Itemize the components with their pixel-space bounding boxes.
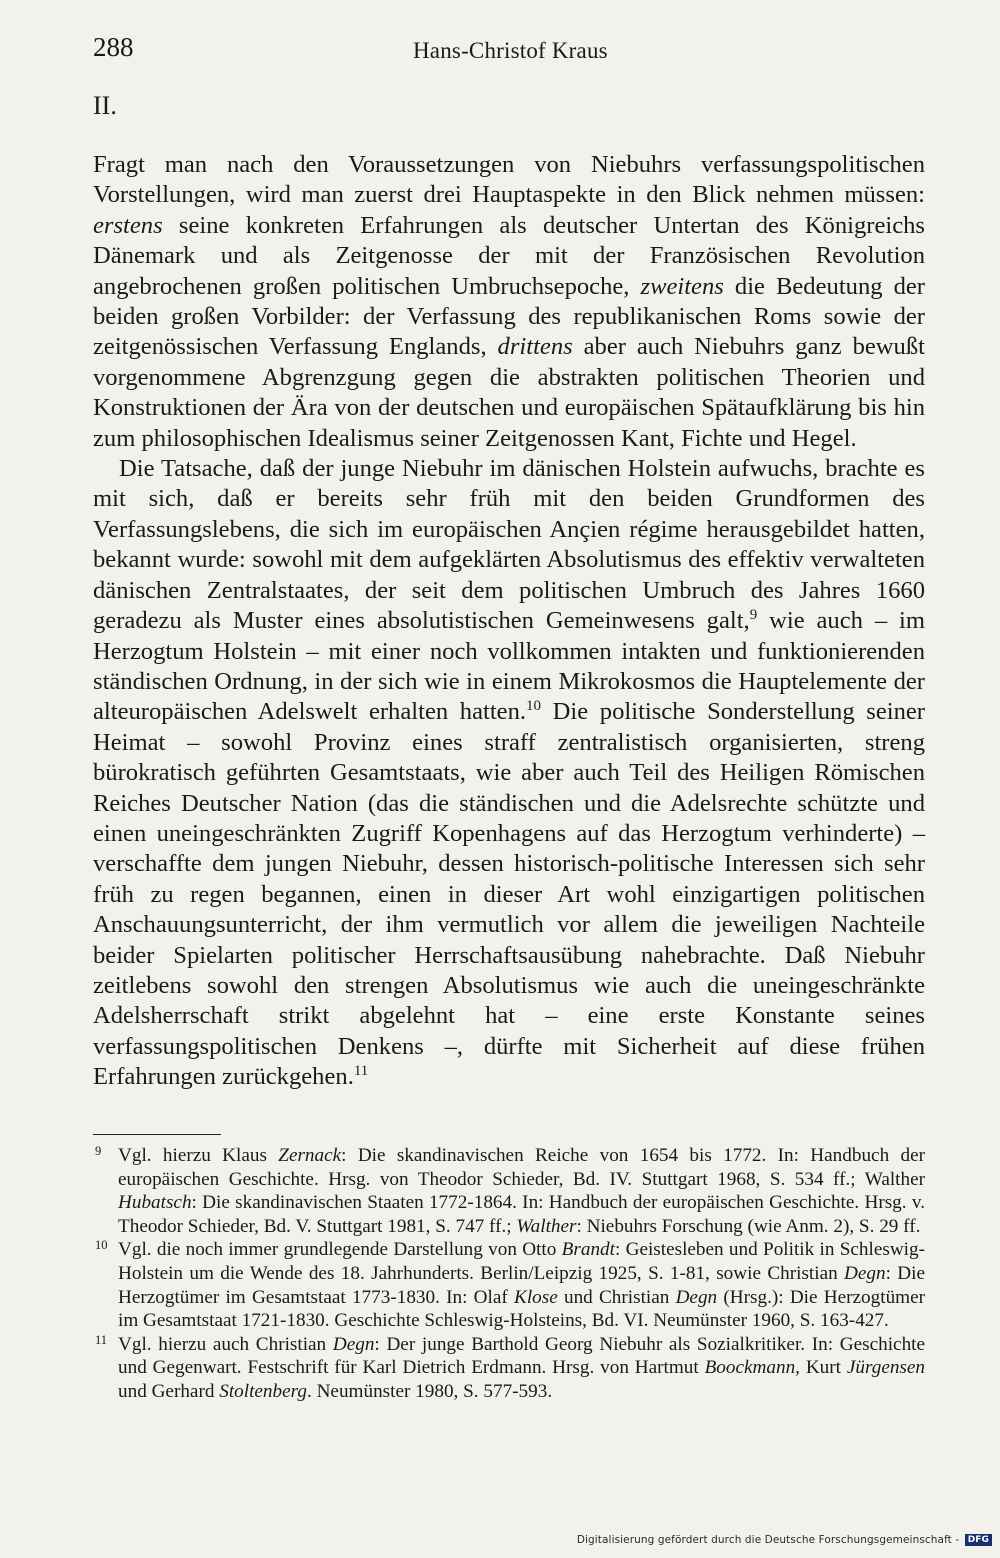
emphasis: zweitens bbox=[640, 272, 724, 300]
funding-text: Digitalisierung gefördert durch die Deutsche Forschungsgemeinschaft - bbox=[576, 1534, 960, 1546]
text-run: : Die skandinavischen Reiche von 1654 bis 1772. In: Handbuch der europäischen Geschichte. Hrsg. von Theodor Schieder, Bd. IV. Stuttgart 1968, S. 534 ff.; Walther bbox=[118, 1145, 925, 1190]
text-run: seine konkreten Erfahrungen als deutscher Untertan des Königreichs Dänemark und als Zeitgenosse der mit der Französischen Revolution angebrochenen großen politischen Umbruchsepoche, bbox=[93, 211, 925, 300]
body-text bbox=[93, 150, 925, 1093]
text-run: Die politische Sonderstellung seiner Heimat – sowohl Provinz eines straff zentralistisch organisierten, streng bürokratisch geführten Gesamtstaats, wie aber auch Teil des Heiligen Römischen Reiches Deutscher Nation (das die ständischen und die Adelsrechte schützte und einen uneingeschränkten Zugriff Kopenhagens auf das Herzogtum verhinderte) – verschaffte dem jungen Niebuhr, dessen historisch-politische Interessen sich sehr früh zu regen begannen, einen in dieser Art wohl einzigartigen politischen Anschauungsunterricht, der ihm vermutlich vor allem die jeweiligen Nachteile beider Spielarten politischer Herrschaftsausübung nahebrachte. Daß Niebuhr zeitlebens sowohl den strengen Absolutismus wie auch die uneingeschränkte Adelsherrschaft strikt abgelehnt hat – eine erste Konstante seines verfassungspolitischen Denkens –, dürfte mit Sicherheit auf diese frühen Erfahrungen zurückgehen. bbox=[93, 698, 925, 1091]
text-run: Vgl. hierzu Klaus bbox=[118, 1145, 279, 1166]
footnote-number: 11 bbox=[95, 1332, 108, 1347]
text-run: . Neumünster 1980, S. 577-593. bbox=[306, 1380, 553, 1402]
text-run: (Hrsg.): Die Herzogtümer im Gesamtstaat 1721-1830. Geschichte Schleswig-Holsteins, Bd. VI. Neumünster 1960, S. 163-427. bbox=[118, 1286, 925, 1332]
footnote-10 bbox=[93, 1238, 925, 1332]
dfg-logo-icon: DFG bbox=[965, 1534, 992, 1546]
text-run: : Geistesleben und Politik in Schleswig-Holstein um die Wende des 18. Jahrhunderts. Berlin/Leipzig 1925, S. 1-81, sowie Christian bbox=[118, 1239, 925, 1284]
text-run: wie auch – im Herzogtum Holstein – mit einer noch vollkommen intakten und funktionierenden ständischen Ordnung, in der sich wie in einem Mikrokosmos die Hauptelemente der alteuropäischen Adelswelt erhalten hatten. bbox=[93, 607, 925, 726]
text-run: , Kurt bbox=[795, 1357, 847, 1379]
text-run: : Die Herzogtümer im Gesamtstaat 1773-1830. In: Olaf bbox=[118, 1262, 925, 1308]
text-run: : Niebuhrs Forschung (wie Anm. 2), S. 29 ff. bbox=[576, 1215, 921, 1237]
footnote-11 bbox=[93, 1333, 925, 1404]
author-name: Hubatsch bbox=[118, 1192, 192, 1214]
footnotes bbox=[93, 1144, 925, 1404]
paragraph-2 bbox=[93, 454, 925, 1093]
author-name: Degn bbox=[844, 1262, 886, 1284]
text-run: Fragt man nach den Voraussetzungen von Niebuhrs verfassungspolitischen Vorstellungen, wird man zuerst drei Hauptaspekte in den Blick nehmen müssen: bbox=[93, 151, 925, 209]
footnote-number: 10 bbox=[95, 1238, 108, 1253]
footnote-divider bbox=[93, 1134, 221, 1135]
footnote-9 bbox=[93, 1144, 925, 1238]
footnote-ref-11[interactable]: 11 bbox=[353, 1063, 369, 1080]
page-header bbox=[93, 32, 925, 72]
text-run: Vgl. hierzu auch Christian bbox=[118, 1333, 333, 1355]
footnote-number: 9 bbox=[95, 1144, 102, 1158]
author-name: Jürgensen bbox=[846, 1357, 926, 1379]
text-run: : Der junge Barthold Georg Niebuhr als Sozialkritiker. In: Geschichte und Gegenwart. Festschrift für Karl Dietrich Erdmann. Hrsg. von Hartmut bbox=[118, 1333, 926, 1379]
author-name: Degn bbox=[675, 1286, 718, 1308]
text-run: und Gerhard bbox=[118, 1380, 220, 1402]
text-run: Die Tatsache, daß der junge Niebuhr im dänischen Holstein aufwuchs, brachte es mit sich, daß er bereits sehr früh mit den beiden Grundformen des Verfassungslebens, die sich im europäischen Ançien régime herausgebildet hatten, bekannt wurde: sowohl mit dem aufgeklärten Absolutismus des effektiv verwalteten dänischen Zentralstaates, der seit dem politischen Umbruch des Jahres 1660 geradezu als Muster eines absolutistischen Gemeinwesens galt, bbox=[93, 455, 925, 635]
author-name: Klose bbox=[514, 1286, 558, 1308]
paragraph-1 bbox=[93, 150, 925, 454]
author-name: Walther bbox=[516, 1215, 577, 1237]
text-run: aber auch Niebuhrs ganz bewußt vorgenommene Abgrenzgung gegen die abstrakten politischen Theorien und Konstruktionen der Ära von der deutschen und europäischen Spätaufklärung bis hin zum philosophischen Idealismus seiner Zeitgenossen Kant, Fichte und Hegel. bbox=[93, 333, 925, 452]
section-heading: II. bbox=[93, 91, 117, 120]
page-number: 288 bbox=[93, 32, 134, 62]
running-head: Hans-Christof Kraus bbox=[413, 38, 608, 63]
emphasis: erstens bbox=[93, 211, 163, 239]
author-name: Brandt bbox=[561, 1239, 615, 1261]
author-name: Boockmann bbox=[704, 1357, 796, 1379]
text-run: Vgl. die noch immer grundlegende Darstellung von Otto bbox=[118, 1239, 562, 1261]
footnote-ref-9[interactable]: 9 bbox=[749, 607, 758, 624]
author-name: Degn bbox=[332, 1333, 375, 1355]
emphasis: drittens bbox=[497, 333, 573, 361]
author-name: Zernack bbox=[278, 1145, 342, 1166]
footnote-ref-10[interactable]: 10 bbox=[526, 698, 542, 715]
text-run: und Christian bbox=[557, 1286, 676, 1308]
text-run: die Bedeutung der beiden großen Vorbilder: der Verfassung des republikanischen Roms sowie der zeitgenössischen Verfassung Englands, bbox=[93, 272, 925, 361]
text-run: : Die skandinavischen Staaten 1772-1864. In: Handbuch der europäischen Geschichte. Hrsg. v. Theodor Schieder, Bd. V. Stuttgart 1981, S. 747 ff.; bbox=[118, 1192, 925, 1237]
funding-banner bbox=[577, 1534, 992, 1546]
author-name: Stoltenberg bbox=[219, 1380, 307, 1402]
